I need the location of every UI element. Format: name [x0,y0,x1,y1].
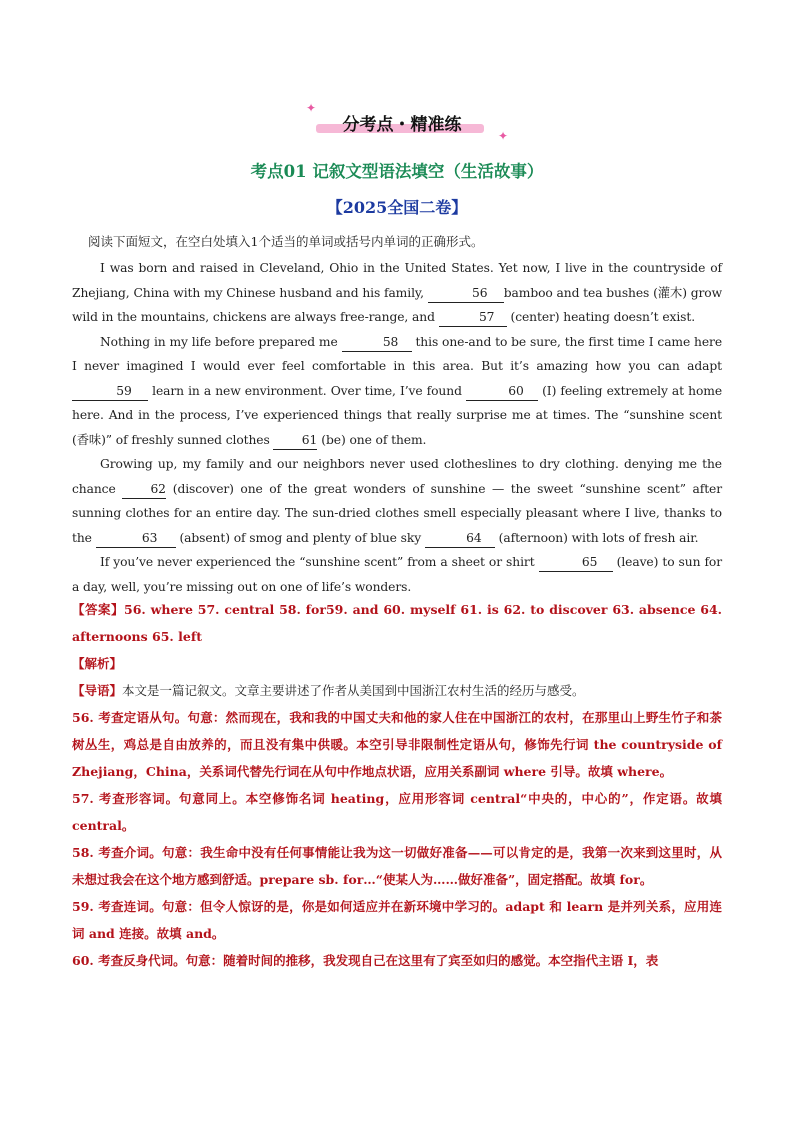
blank-65[interactable]: 65 [539,554,613,572]
analysis-item-60: 60. 考查反身代词。句意：随着时间的推移，我发现自己在这里有了宾至如归的感觉。本空指代主语 I，表 [72,953,659,968]
blank-62[interactable]: 62 [122,481,166,499]
blank-59[interactable]: 59 [72,383,148,401]
reading-passage [72,256,722,599]
analysis-label: 【解析】 [72,656,123,671]
section-banner [306,101,512,144]
answer-text: 56. where 57. central 58. for59. and 60. myself 61. is 62. to discover 63. absence 64. afternoons 65. left [72,602,722,644]
passage-paragraph: Nothing in my life before prepared me 58 this one-and to be sure, the first time I came here I never imagined I would ever feel comfortable in this area. But it’s amazing how you can adapt 59 learn in a new environment. Over time, I’ve found 60 (I) feeling extremely at home here. And in the process, I’ve experienced things that really surprise me at times. The “sunshine scent (香味)” of freshly sunned clothes 61 (be) one of them. [72,330,722,453]
instructions: 阅读下面短文，在空白处填入1个适当的单词或括号内单词的正确形式。 [88,234,484,249]
analysis-item-56: 56. 考查定语从句。句意：然而现在，我和我的中国丈夫和他的家人住在中国浙江的农村，在那里山上野生竹子和茶树丛生，鸡总是自由放养的，而且没有集中供暖。本空引导非限制性定语从句，修饰先行词 the countryside of Zhejiang，China，关系词代替先行词在从句中作地点状语，应用关系副词 where 引导。故填 where。 [72,710,722,779]
answer-block [72,596,722,974]
exam-source: 【2025全国二卷】 [326,198,468,217]
sparkle-icon: ✦ [498,129,509,143]
blank-56[interactable]: 56 [428,285,504,303]
analysis-item-59: 59. 考查连词。句意：但令人惊讶的是，你是如何适应并在新环境中学习的。adapt 和 learn 是并列关系，应用连词 and 连接。故填 and。 [72,899,722,941]
blank-64[interactable]: 64 [425,530,495,548]
passage-paragraph: If you’ve never experienced the “sunshine scent” from a sheet or shirt 65 (leave) to sun for a day, well, you’re missing out on one of life’s wonders. [72,555,722,594]
blank-63[interactable]: 63 [96,530,176,548]
guide-text: 本文是一篇记叙文。文章主要讲述了作者从美国到中国浙江农村生活的经历与感受。 [122,683,585,698]
analysis-item-58: 58. 考查介词。句意：我生命中没有任何事情能让我为这一切做好准备——可以肯定的是，我第一次来到这里时，从未想过我会在这个地方感到舒适。prepare sb. for…“使某人为……做好准备”，固定搭配。故填 for。 [72,845,722,887]
blank-58[interactable]: 58 [342,334,412,352]
analysis-item-57: 57. 考查形容词。句意同上。本空修饰名词 heating，应用形容词 central“中央的，中心的”，作定语。故填 central。 [72,791,722,833]
passage-paragraph: I was born and raised in Cleveland, Ohio in the United States. Yet now, I live in the countryside of Zhejiang, China with my Chinese husband and his family, 56 bamboo and tea bushes (灌木) grow wild in the mountains, chickens are always free-range, and 57 (center) heating doesn’t exist. [72,256,722,330]
banner-title: 分考点・精准练 [342,115,462,135]
blank-61[interactable]: 61 [273,432,317,450]
page-title: 考点01 记叙文型语法填空（生活故事） [250,162,544,181]
blank-60[interactable]: 60 [466,383,538,401]
sparkle-icon: ✦ [306,101,317,115]
guide-label: 【导语】 [72,683,123,698]
passage-paragraph: Growing up, my family and our neighbors never used clotheslines to dry clothing. denying me the chance 62 (discover) one of the great wonders of sunshine — the sweet “sunshine scent” after sunning clothes for an entire day. The sun-dried clothes smell especially pleasant where I live, thanks to the 63 (absent) of smog and plenty of blue sky 64 (afternoon) with lots of fresh air. [72,452,722,550]
blank-57[interactable]: 57 [439,309,507,327]
answer-label: 【答案】 [72,602,124,617]
